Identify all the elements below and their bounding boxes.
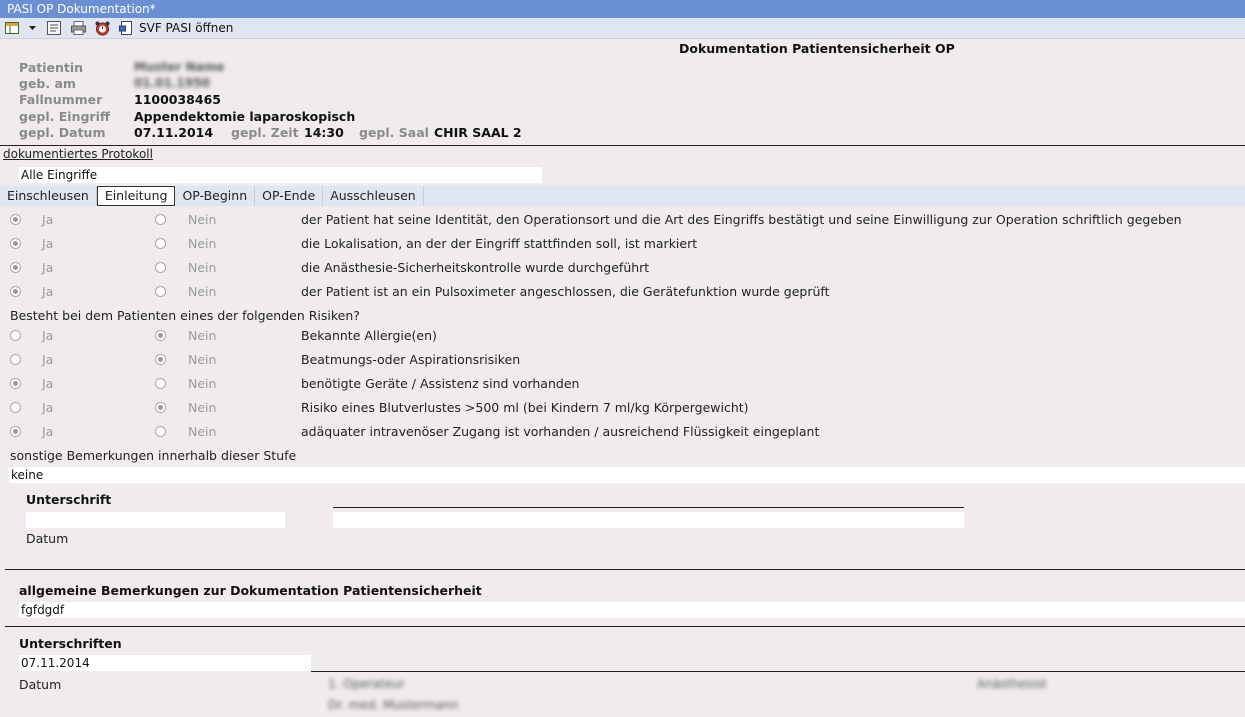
signatures-date-input[interactable]: 07.11.2014	[19, 655, 311, 671]
remarks-label: sonstige Bemerkungen innerhalb dieser Stufe	[10, 448, 297, 463]
radio-nein-label: Nein	[188, 400, 217, 415]
remarks-input[interactable]: keine	[9, 467, 1245, 483]
tab-einschleusen[interactable]: Einschleusen	[0, 186, 97, 206]
case-number-label: Fallnummer	[19, 92, 103, 107]
procedure-value: Appendektomie laparoskopisch	[134, 109, 356, 124]
dropdown-icon[interactable]	[28, 20, 36, 36]
radio-ja-label: Ja	[42, 212, 54, 227]
risk-row	[0, 350, 1245, 370]
patient-name: Muster Name	[134, 60, 225, 74]
check-text: der Patient hat seine Identität, den Operationsort und die Art des Eingriffs bestätigt und seine Einwilligung zur Operation schriftlich gegeben	[301, 212, 1182, 227]
radio-nein-label: Nein	[188, 260, 217, 275]
radio-nein[interactable]	[155, 286, 166, 297]
patient-label: Patientin	[19, 60, 84, 75]
radio-nein-label: Nein	[188, 352, 217, 367]
radio-ja[interactable]	[10, 402, 21, 413]
divider	[5, 626, 1245, 627]
risk-text: Beatmungs-oder Aspirationsrisiken	[301, 352, 521, 367]
tab-op-beginn[interactable]: OP-Beginn	[175, 186, 255, 206]
time-value: 14:30	[304, 125, 344, 140]
radio-ja[interactable]	[10, 354, 21, 365]
signature-date-input[interactable]	[26, 512, 285, 528]
signatures-date-label: Datum	[19, 677, 62, 692]
risk-text: Risiko eines Blutverlustes >500 ml (bei Kindern 7 ml/kg Körpergewicht)	[301, 400, 749, 415]
general-remarks-input[interactable]: fgfdgdf	[19, 602, 1245, 618]
alarm-icon[interactable]	[94, 20, 110, 36]
radio-ja[interactable]	[10, 330, 21, 341]
open-doc-icon[interactable]	[118, 20, 134, 36]
procedure-label: gepl. Eingriff	[19, 109, 111, 124]
signature-name-input[interactable]	[333, 512, 964, 528]
signer-2-role: Anästhesist	[977, 677, 1047, 691]
check-row	[0, 234, 1245, 254]
protocol-filter-select[interactable]: Alle Eingriffe	[19, 167, 542, 183]
radio-ja-label: Ja	[42, 376, 54, 391]
divider	[0, 145, 1245, 146]
risk-text: benötigte Geräte / Assistenz sind vorhanden	[301, 376, 580, 391]
window-title: PASI OP Dokumentation*	[0, 0, 1245, 18]
risk-row	[0, 398, 1245, 418]
signer-1-role: 1. Operateur	[328, 677, 405, 691]
tab-op-ende[interactable]: OP-Ende	[255, 186, 323, 206]
open-svf-button[interactable]: SVF PASI öffnen	[139, 21, 234, 35]
radio-nein[interactable]	[155, 402, 166, 413]
case-number-value: 1100038465	[134, 92, 221, 107]
radio-ja-label: Ja	[42, 328, 54, 343]
toolbar	[0, 18, 1245, 39]
radio-nein-label: Nein	[188, 376, 217, 391]
dob-label: geb. am	[19, 76, 76, 91]
risk-row	[0, 374, 1245, 394]
radio-ja-label: Ja	[42, 400, 54, 415]
signer-1-name: Dr. med. Mustermann	[328, 698, 459, 712]
radio-nein[interactable]	[155, 354, 166, 365]
check-text: die Anästhesie-Sicherheitskontrolle wurde durchgeführt	[301, 260, 650, 275]
check-row	[0, 210, 1245, 230]
risk-text: Bekannte Allergie(en)	[301, 328, 437, 343]
page-title: Dokumentation Patientensicherheit OP	[679, 41, 955, 56]
date-value: 07.11.2014	[134, 125, 214, 140]
protocol-link[interactable]: dokumentiertes Protokoll	[3, 147, 153, 161]
tab-bar	[0, 186, 1245, 206]
divider	[5, 569, 1245, 570]
radio-ja[interactable]	[10, 426, 21, 437]
signature-line	[333, 507, 964, 508]
room-label: gepl. Saal	[359, 125, 429, 140]
radio-ja-label: Ja	[42, 424, 54, 439]
check-text: der Patient ist an ein Pulsoximeter angeschlossen, die Gerätefunktion wurde geprüft	[301, 284, 830, 299]
radio-nein-label: Nein	[188, 284, 217, 299]
signature-title: Unterschrift	[26, 492, 112, 507]
signature-line-2	[961, 671, 1245, 672]
check-text: die Lokalisation, an der der Eingriff stattfinden soll, ist markiert	[301, 236, 698, 251]
radio-nein[interactable]	[155, 262, 166, 273]
radio-ja-label: Ja	[42, 284, 54, 299]
radio-nein[interactable]	[155, 330, 166, 341]
radio-nein-label: Nein	[188, 424, 217, 439]
radio-ja[interactable]	[10, 286, 21, 297]
check-row	[0, 282, 1245, 302]
dob-value: 01.01.1950	[134, 76, 210, 90]
layout-icon[interactable]	[4, 20, 20, 36]
risk-row	[0, 422, 1245, 442]
general-remarks-label: allgemeine Bemerkungen zur Dokumentation Patientensicherheit	[19, 583, 482, 598]
print-icon[interactable]	[70, 20, 86, 36]
signatures-title: Unterschriften	[19, 636, 122, 651]
radio-nein[interactable]	[155, 426, 166, 437]
radio-nein[interactable]	[155, 378, 166, 389]
risk-question: Besteht bei dem Patienten eines der folgenden Risiken?	[10, 308, 360, 323]
radio-nein[interactable]	[155, 238, 166, 249]
radio-ja-label: Ja	[42, 236, 54, 251]
radio-ja-label: Ja	[42, 260, 54, 275]
room-value: CHIR SAAL 2	[434, 125, 522, 140]
radio-nein-label: Nein	[188, 328, 217, 343]
radio-nein-label: Nein	[188, 212, 217, 227]
form-icon[interactable]	[46, 20, 62, 36]
date-label: gepl. Datum	[19, 125, 106, 140]
check-row	[0, 258, 1245, 278]
radio-ja-label: Ja	[42, 352, 54, 367]
tab-einleitung[interactable]: Einleitung	[97, 186, 176, 206]
time-label: gepl. Zeit	[231, 125, 299, 140]
risk-text: adäquater intravenöser Zugang ist vorhanden / ausreichend Flüssigkeit eingeplant	[301, 424, 820, 439]
radio-ja[interactable]	[10, 262, 21, 273]
radio-ja[interactable]	[10, 238, 21, 249]
radio-nein[interactable]	[155, 214, 166, 225]
radio-ja[interactable]	[10, 378, 21, 389]
tab-ausschleusen[interactable]: Ausschleusen	[323, 186, 424, 206]
radio-nein-label: Nein	[188, 236, 217, 251]
radio-ja[interactable]	[10, 214, 21, 225]
risk-row	[0, 326, 1245, 346]
signature-date-label: Datum	[26, 531, 69, 546]
signature-line-1	[311, 671, 961, 672]
